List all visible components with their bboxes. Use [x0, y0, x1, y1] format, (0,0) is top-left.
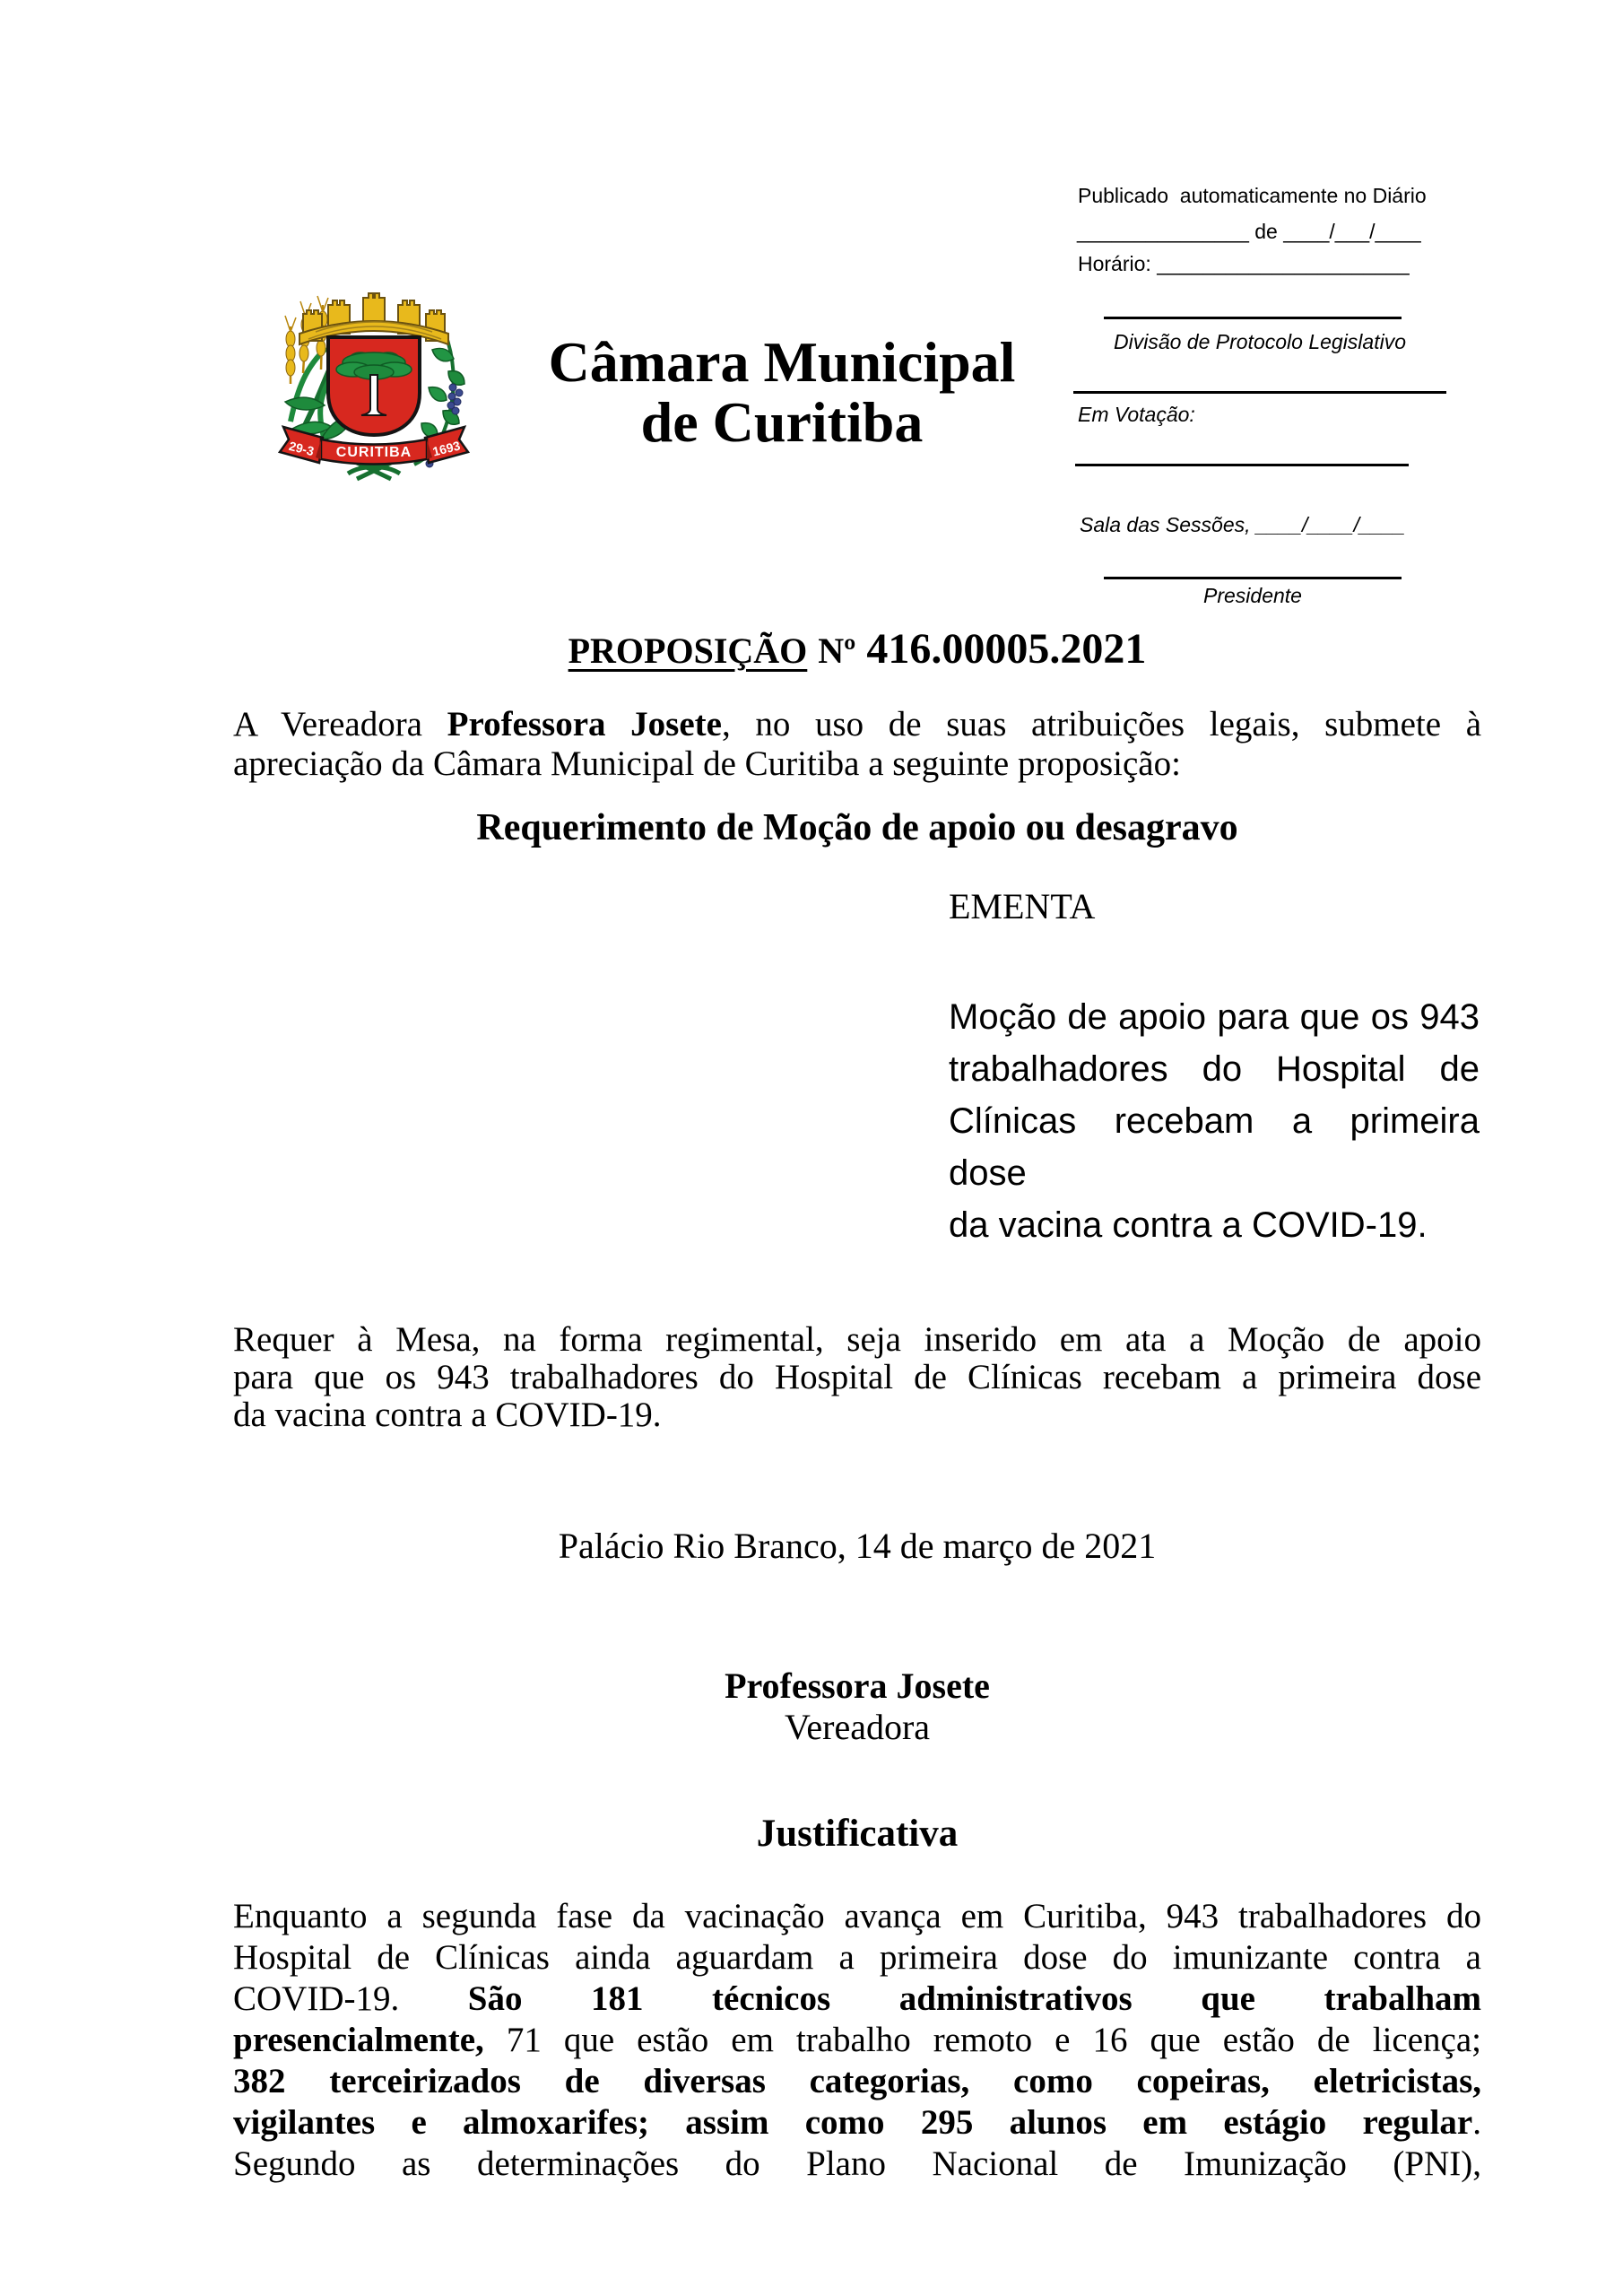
- text-line: da vacina contra a COVID-19.: [949, 1205, 1428, 1245]
- text-line: Requer à Mesa, na forma regimental, seja inserido em ata a Moção de apoio: [233, 1320, 1481, 1359]
- text-line: Clínicas recebam a primeira dose: [949, 1101, 1480, 1193]
- proposition-number-prefix: Nº: [818, 631, 856, 671]
- request-type-heading: Requerimento de Moção de apoio ou desagravo: [476, 807, 1238, 848]
- publication-date-blank: _______________ de ____/___/____: [1077, 220, 1421, 243]
- president-signature-line: [1104, 577, 1402, 579]
- text-line: presencialmente, 71 que estão em trabalho remoto e 16 que estão de licença;: [233, 2021, 1481, 2059]
- text-line: Segundo as determinações do Plano Nacional de Imunização (PNI),: [233, 2144, 1481, 2183]
- proposition-title-label: PROPOSIÇÃO: [568, 631, 808, 671]
- signature-block: [233, 1665, 1481, 1748]
- text-line: 382 terceirizados de diversas categorias, como copeiras, eletricistas,: [233, 2062, 1481, 2100]
- org-title-line2: de Curitiba: [640, 390, 924, 454]
- protocol-signature-line: [1104, 317, 1402, 319]
- text-line: para que os 943 trabalhadores do Hospital de Clínicas recebam a primeira dose: [233, 1358, 1481, 1396]
- shield-icon: [328, 337, 420, 435]
- intro-paragraph: [233, 705, 1481, 784]
- ementa-heading: EMENTA: [949, 886, 1096, 926]
- text-line: da vacina contra a COVID-19.: [233, 1396, 662, 1434]
- justification-paragraph: [233, 1896, 1481, 2185]
- signature-name: Professora Josete: [725, 1665, 990, 1706]
- text-line: apreciação da Câmara Municipal de Curitiba a seguinte proposição:: [233, 744, 1181, 783]
- coat-of-arms-icon: [271, 287, 477, 483]
- proposition-title: [233, 624, 1481, 674]
- text-line: A Vereadora Professora Josete, no uso de suas atribuições legais, submete à: [233, 705, 1481, 744]
- text-line: COVID-19. São 181 técnicos administrativos que trabalham: [233, 1979, 1482, 2018]
- request-paragraph: [233, 1321, 1481, 1434]
- banner-left-date: 29-3: [287, 438, 316, 459]
- org-title-line1: Câmara Municipal: [548, 330, 1016, 394]
- text-line: trabalhadores do Hospital de: [949, 1049, 1480, 1089]
- voting-top-line: [1073, 391, 1446, 394]
- ementa-paragraph: [949, 991, 1480, 1251]
- banner-right-date: 1693: [430, 438, 462, 459]
- president-label: Presidente: [1203, 584, 1302, 607]
- sessions-room-line: Sala das Sessões, ____/____/____: [1080, 513, 1406, 536]
- text-line: Moção de apoio para que os 943: [949, 997, 1480, 1037]
- voting-label: Em Votação:: [1078, 403, 1195, 426]
- text-line: vigilantes e almoxarifes; assim como 295 alunos em estágio regular.: [233, 2103, 1481, 2142]
- text-line: Enquanto a segunda fase da vacinação avança em Curitiba, 943 trabalhadores do: [233, 1897, 1481, 1935]
- published-note: Publicado automaticamente no Diário: [1078, 184, 1427, 207]
- protocol-division-label: Divisão de Protocolo Legislativo: [1113, 330, 1406, 353]
- publication-time-blank: Horário: ______________________: [1078, 252, 1410, 275]
- banner-city-name: CURITIBA: [335, 445, 412, 460]
- place-date-line: Palácio Rio Branco, 14 de março de 2021: [558, 1526, 1157, 1566]
- voting-bottom-line: [1075, 464, 1409, 466]
- proposition-number: 416.00005.2021: [866, 625, 1147, 673]
- text-line: Hospital de Clínicas ainda aguardam a primeira dose do imunizante contra a: [233, 1938, 1481, 1977]
- org-title: [484, 332, 1080, 452]
- signature-role: Vereadora: [784, 1707, 931, 1747]
- justification-heading: Justificativa: [756, 1813, 959, 1855]
